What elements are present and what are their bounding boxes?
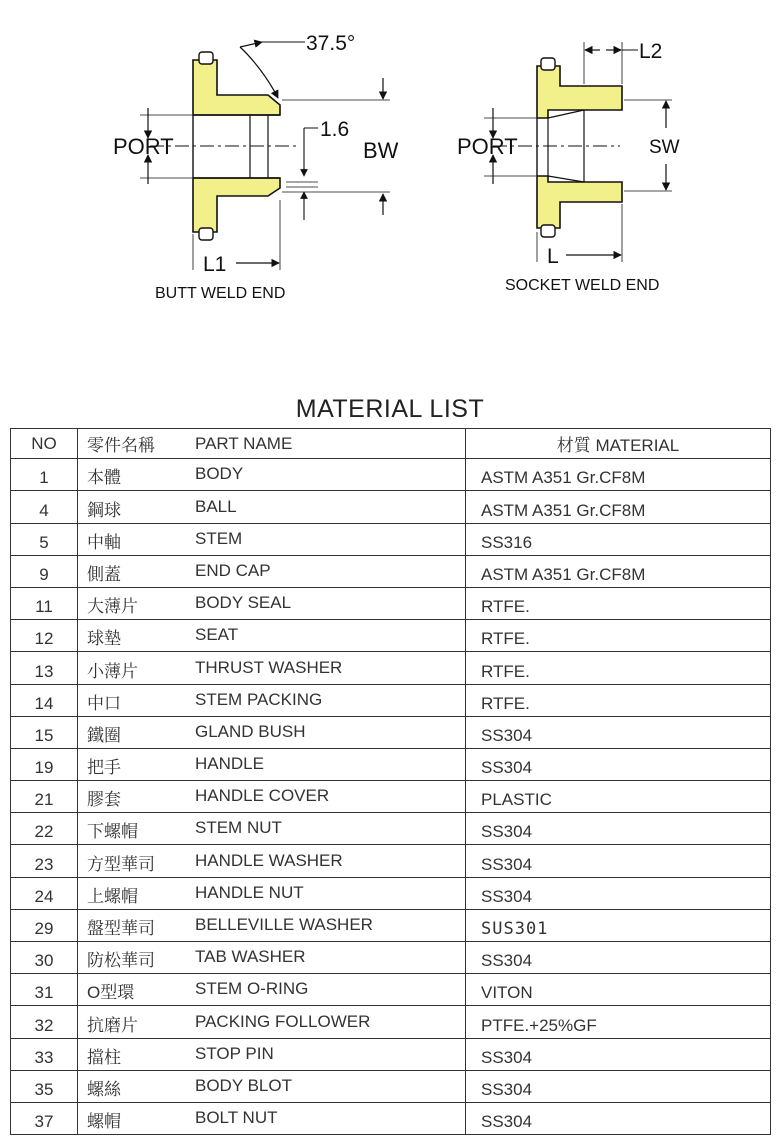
cell-no: 22 xyxy=(11,813,78,845)
cell-part-name: HANDLE COVER xyxy=(195,781,466,813)
cell-material: SS304 xyxy=(466,1038,771,1070)
cell-material: ASTM A351 Gr.CF8M xyxy=(466,491,771,523)
cell-part-name: STEM NUT xyxy=(195,813,466,845)
cell-material: SS304 xyxy=(466,1070,771,1102)
cell-zh-part-name: 螺帽 xyxy=(78,1102,196,1134)
cell-material: RTFE. xyxy=(466,684,771,716)
table-row xyxy=(11,1006,771,1038)
cell-part-name: GLAND BUSH xyxy=(195,716,466,748)
table-row xyxy=(11,909,771,941)
cell-material: PTFE.+25%GF xyxy=(466,1006,771,1038)
cell-material: VITON xyxy=(466,974,771,1006)
cell-material: RTFE. xyxy=(466,587,771,619)
header-material: 材質 MATERIAL xyxy=(466,429,771,459)
cell-no: 14 xyxy=(11,684,78,716)
l-label: L xyxy=(547,245,559,268)
table-row xyxy=(11,1070,771,1102)
cell-part-name: STOP PIN xyxy=(195,1038,466,1070)
cell-no: 37 xyxy=(11,1102,78,1134)
table-row xyxy=(11,716,771,748)
butt-weld-body-upper xyxy=(193,60,280,115)
bw-label: BW xyxy=(363,138,399,163)
butt-weld-lug-lower xyxy=(199,228,213,240)
cell-zh-part-name: 防松華司 xyxy=(78,942,196,974)
cell-no: 23 xyxy=(11,845,78,877)
cell-part-name: BOLT NUT xyxy=(195,1102,466,1134)
cell-no: 33 xyxy=(11,1038,78,1070)
cell-material: SS304 xyxy=(466,748,771,780)
cell-no: 15 xyxy=(11,716,78,748)
cell-no: 35 xyxy=(11,1070,78,1102)
cell-material: SS304 xyxy=(466,942,771,974)
cell-part-name: BODY SEAL xyxy=(195,587,466,619)
butt-weld-lug-upper xyxy=(199,52,213,64)
cell-no: 9 xyxy=(11,555,78,587)
cell-part-name: HANDLE xyxy=(195,748,466,780)
cell-zh-part-name: 方型華司 xyxy=(78,845,196,877)
cell-part-name: STEM O-RING xyxy=(195,974,466,1006)
cell-no: 29 xyxy=(11,909,78,941)
table-row xyxy=(11,1038,771,1070)
header-part-name: PART NAME xyxy=(195,429,466,459)
table-row xyxy=(11,587,771,619)
cell-part-name: STEM xyxy=(195,523,466,555)
cell-material: SS304 xyxy=(466,1102,771,1134)
cell-zh-part-name: 擋柱 xyxy=(78,1038,196,1070)
cell-zh-part-name: 上螺帽 xyxy=(78,877,196,909)
cell-no: 4 xyxy=(11,491,78,523)
cell-material: SS304 xyxy=(466,877,771,909)
land-label: 1.6 xyxy=(320,118,350,141)
cell-no: 32 xyxy=(11,1006,78,1038)
cell-zh-part-name: 球墊 xyxy=(78,620,196,652)
header-zh-part-name: 零件名稱 xyxy=(78,429,196,459)
sw-label: SW xyxy=(649,137,680,158)
cell-part-name: BALL xyxy=(195,491,466,523)
cell-material: SS304 xyxy=(466,716,771,748)
cell-no: 21 xyxy=(11,781,78,813)
table-row xyxy=(11,781,771,813)
socket-weld-body-lower xyxy=(537,176,622,228)
angle-label: 37.5° xyxy=(306,32,356,55)
cell-zh-part-name: 本體 xyxy=(78,459,196,491)
butt-weld-end-drawing xyxy=(113,32,399,302)
cell-material: ASTM A351 Gr.CF8M xyxy=(466,555,771,587)
table-row xyxy=(11,974,771,1006)
table-row xyxy=(11,555,771,587)
material-list-table xyxy=(10,428,771,1135)
cell-material: SS316 xyxy=(466,523,771,555)
socket-weld-caption: SOCKET WELD END xyxy=(505,277,660,294)
cell-part-name: HANDLE NUT xyxy=(195,877,466,909)
table-row xyxy=(11,877,771,909)
cell-part-name: SEAT xyxy=(195,620,466,652)
socket-port-label: PORT xyxy=(457,134,518,159)
table-row xyxy=(11,845,771,877)
header-no: NO xyxy=(11,429,78,459)
cell-zh-part-name: 小薄片 xyxy=(78,652,196,684)
socket-weld-body-upper xyxy=(537,66,622,118)
cell-material: SUS301 xyxy=(466,909,771,941)
cell-zh-part-name: 中軸 xyxy=(78,523,196,555)
cell-no: 24 xyxy=(11,877,78,909)
cell-zh-part-name: 螺絲 xyxy=(78,1070,196,1102)
cell-no: 19 xyxy=(11,748,78,780)
l1-label: L1 xyxy=(203,253,227,276)
cell-part-name: END CAP xyxy=(195,555,466,587)
table-header-row xyxy=(11,429,771,459)
material-list-body xyxy=(11,459,771,1135)
table-row xyxy=(11,1102,771,1134)
table-row xyxy=(11,748,771,780)
cell-no: 30 xyxy=(11,942,78,974)
table-row xyxy=(11,813,771,845)
butt-weld-caption: BUTT WELD END xyxy=(155,285,286,302)
butt-weld-body-lower xyxy=(193,178,280,232)
cell-no: 31 xyxy=(11,974,78,1006)
cell-part-name: BODY xyxy=(195,459,466,491)
table-row xyxy=(11,491,771,523)
cell-material: RTFE. xyxy=(466,652,771,684)
cell-part-name: THRUST WASHER xyxy=(195,652,466,684)
cell-material: SS304 xyxy=(466,845,771,877)
cell-zh-part-name: 抗磨片 xyxy=(78,1006,196,1038)
cell-zh-part-name: 鋼球 xyxy=(78,491,196,523)
table-row xyxy=(11,942,771,974)
material-list-title: MATERIAL LIST xyxy=(295,395,485,423)
cell-zh-part-name: 中口 xyxy=(78,684,196,716)
cell-no: 1 xyxy=(11,459,78,491)
cell-zh-part-name: 大薄片 xyxy=(78,587,196,619)
cell-part-name: PACKING FOLLOWER xyxy=(195,1006,466,1038)
table-row xyxy=(11,652,771,684)
cell-part-name: TAB WASHER xyxy=(195,942,466,974)
cell-zh-part-name: 側蓋 xyxy=(78,555,196,587)
table-row xyxy=(11,523,771,555)
cell-part-name: HANDLE WASHER xyxy=(195,845,466,877)
cell-zh-part-name: O型環 xyxy=(78,974,196,1006)
l2-label: L2 xyxy=(639,40,663,63)
cell-part-name: BELLEVILLE WASHER xyxy=(195,909,466,941)
cell-zh-part-name: 膠套 xyxy=(78,781,196,813)
cell-material: ASTM A351 Gr.CF8M xyxy=(466,459,771,491)
end-connection-diagram xyxy=(0,0,780,330)
cell-part-name: STEM PACKING xyxy=(195,684,466,716)
cell-zh-part-name: 把手 xyxy=(78,748,196,780)
cell-zh-part-name: 鐵圈 xyxy=(78,716,196,748)
cell-material: SS304 xyxy=(466,813,771,845)
cell-material: RTFE. xyxy=(466,620,771,652)
socket-weld-end-drawing xyxy=(457,40,680,294)
cell-part-name: BODY BLOT xyxy=(195,1070,466,1102)
cell-zh-part-name: 下螺帽 xyxy=(78,813,196,845)
cell-no: 13 xyxy=(11,652,78,684)
cell-no: 12 xyxy=(11,620,78,652)
table-row xyxy=(11,459,771,491)
socket-weld-lug-lower xyxy=(541,225,555,237)
cell-no: 11 xyxy=(11,587,78,619)
cell-zh-part-name: 盤型華司 xyxy=(78,909,196,941)
cell-material: PLASTIC xyxy=(466,781,771,813)
table-row xyxy=(11,684,771,716)
table-row xyxy=(11,620,771,652)
butt-port-label: PORT xyxy=(113,134,174,159)
cell-no: 5 xyxy=(11,523,78,555)
socket-weld-lug-upper xyxy=(541,58,555,70)
